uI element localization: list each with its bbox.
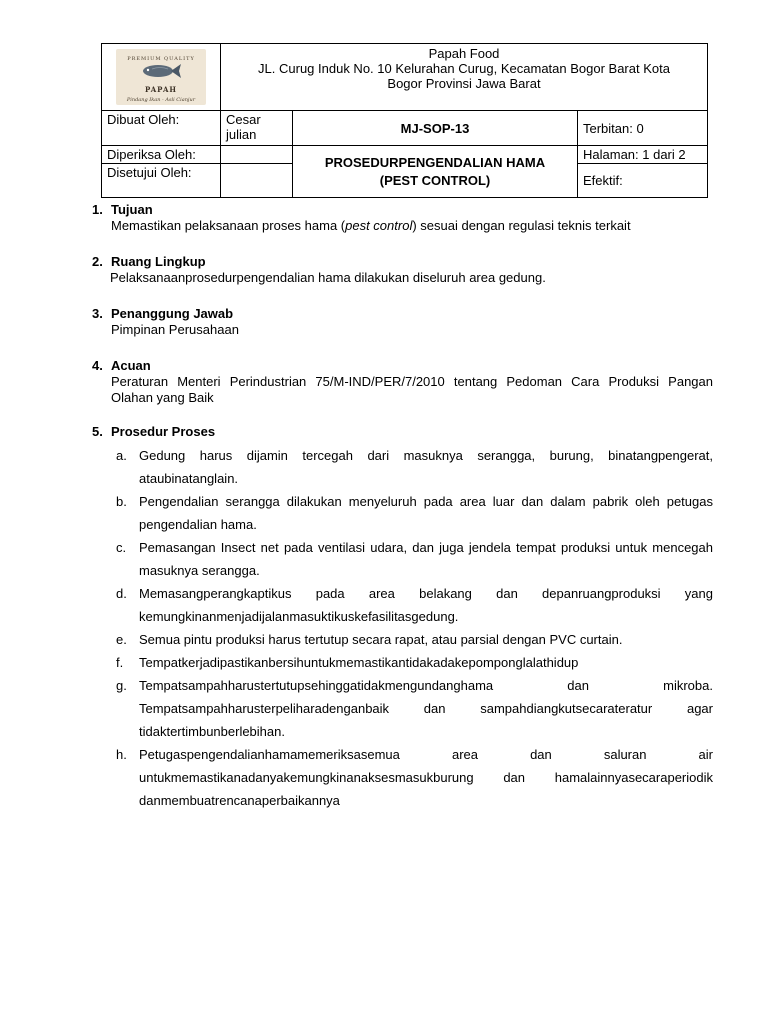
- efektif: Efektif:: [578, 164, 708, 198]
- item-letter: h.: [116, 747, 127, 762]
- doc-title: [293, 146, 578, 198]
- company-name: Papah Food: [428, 46, 500, 61]
- company-address-line2: Bogor Provinsi Jawa Barat: [387, 76, 541, 91]
- diperiksa-label: Diperiksa Oleh:: [102, 146, 221, 164]
- item-text: Tempatkerjadipastikanbersihuntukmemastikantidakadakepomponglalathidup: [139, 655, 579, 670]
- list-item: [92, 651, 713, 674]
- item-letter: g.: [116, 678, 127, 693]
- text-part: ) sesuai dengan regulasi teknis terkait: [412, 218, 631, 233]
- item-text: Gedung harus dijamin tercegah dari masuknya serangga, burung, binatangpengerat, ataubinatanglain.: [139, 448, 713, 486]
- section-tujuan: [92, 202, 713, 234]
- item-text: Semua pintu produksi harus tertutup secara rapat, atau parsial dengan PVC curtain.: [139, 632, 623, 647]
- dibuat-value: [221, 111, 293, 146]
- item-text: Petugaspengendalianhamamemeriksasemua area dan saluran air untukmemastikanadanyakemungkinanaksesmasukburung dan hamalainnyasecaraperiodik danmembuatrencanaperbaikannya: [139, 747, 713, 808]
- list-item: [92, 743, 713, 812]
- document-body: [92, 202, 713, 832]
- disetujui-label: Disetujui Oleh:: [102, 164, 221, 198]
- section-title: Ruang Lingkup: [111, 254, 206, 269]
- section-number: 5.: [92, 424, 103, 439]
- item-text: Pemasangan Insect net pada ventilasi udara, dan juga jendela tempat produksi untuk mencegah masuknya serangga.: [139, 540, 713, 578]
- item-letter: f.: [116, 655, 124, 670]
- doc-code: MJ-SOP-13: [293, 111, 578, 146]
- section-penanggung-jawab: [92, 306, 713, 338]
- section-text: Peraturan Menteri Perindustrian 75/M-IND/PER/7/2010 tentang Pedoman Cara Produksi Pangan Olahan yang Baik: [111, 374, 713, 405]
- fish-icon: [140, 62, 182, 80]
- section-title: Acuan: [111, 358, 151, 373]
- item-letter: e.: [116, 632, 127, 647]
- list-item: [92, 490, 713, 536]
- diperiksa-value: [221, 146, 293, 164]
- logo-brand: PAPAH: [145, 85, 177, 94]
- section-title: Tujuan: [111, 202, 153, 217]
- company-info-cell: [221, 44, 708, 111]
- section-title: Penanggung Jawab: [111, 306, 234, 321]
- list-item: [92, 628, 713, 651]
- logo-cell: [102, 44, 221, 111]
- text-italic: pest control: [345, 218, 413, 233]
- section-number: 4.: [92, 358, 103, 373]
- section-title: Prosedur Proses: [111, 424, 216, 439]
- disetujui-value: [221, 164, 293, 198]
- section-number: 2.: [92, 254, 103, 269]
- list-item: [92, 582, 713, 628]
- company-logo: [116, 49, 206, 105]
- list-item: [92, 444, 713, 490]
- item-letter: a.: [116, 448, 127, 463]
- list-item: [92, 536, 713, 582]
- section-text: Pelaksanaanprosedurpengendalian hama dilakukan diseluruh area gedung.: [110, 270, 546, 285]
- logo-tagline: Pindang Ikan - Asli Cianjur: [126, 97, 196, 103]
- doc-title-line2: (PEST CONTROL): [379, 172, 491, 188]
- item-text: Tempatsampahharustertutupsehinggatidakmengundanghama dan mikroba. Tempatsampahharusterpeliharadenganbaik dan sampahdiangkutsecarateratur agar tidaktertimbunberlebihan.: [139, 678, 713, 739]
- item-text: Memasangperangkaptikus pada area belakang dan depanruangproduksi yang kemungkinanmenjadijalanmasuktikuskefasilitasgedung.: [139, 586, 713, 624]
- item-text: Pengendalian serangga dilakukan menyeluruh pada area luar dan dalam pabrik oleh petugas pengendalian hama.: [139, 494, 713, 532]
- doc-title-line1: PROSEDURPENGENDALIAN HAMA: [324, 154, 546, 170]
- section-text: Pimpinan Perusahaan: [111, 322, 239, 337]
- item-letter: b.: [116, 494, 127, 509]
- logo-arc-text: PREMIUM QUALITY: [127, 56, 195, 62]
- item-letter: c.: [116, 540, 127, 555]
- section-acuan: [92, 358, 713, 406]
- section-text: [92, 218, 713, 234]
- list-item: [92, 674, 713, 743]
- section-number: 1.: [92, 202, 103, 217]
- section-ruang-lingkup: [92, 254, 713, 286]
- section-prosedur-proses: [92, 424, 713, 812]
- dibuat-value-line1: Cesar: [226, 112, 261, 127]
- procedure-list: [92, 444, 713, 812]
- halaman: Halaman: 1 dari 2: [578, 146, 708, 164]
- item-letter: d.: [116, 586, 127, 601]
- text-part: Memastikan pelaksanaan proses hama (: [111, 218, 346, 233]
- section-number: 3.: [92, 306, 103, 321]
- company-address-line1: JL. Curug Induk No. 10 Kelurahan Curug, Kecamatan Bogor Barat Kota: [258, 61, 670, 76]
- terbitan: Terbitan: 0: [578, 111, 708, 146]
- dibuat-label: Dibuat Oleh:: [102, 111, 221, 146]
- dibuat-value-line2: julian: [226, 127, 257, 142]
- sop-header-table: [101, 43, 708, 198]
